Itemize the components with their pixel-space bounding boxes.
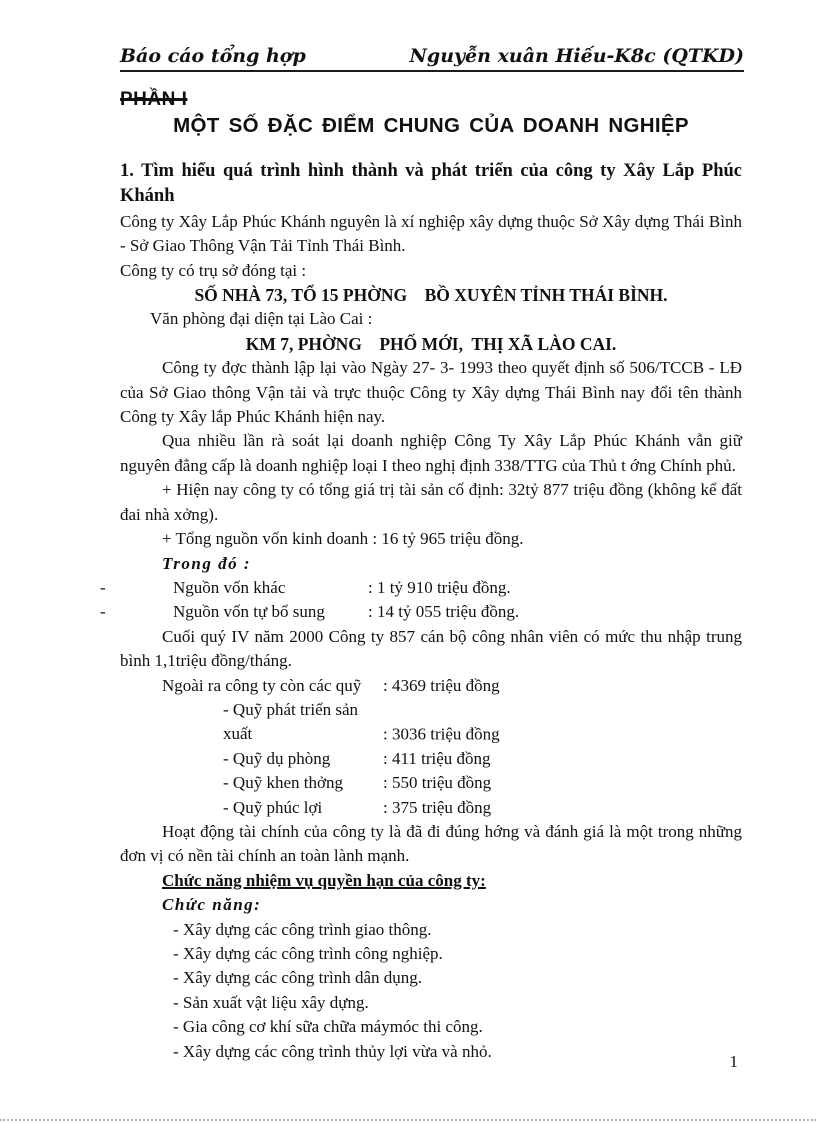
paragraph: Cuối quý IV năm 2000 Công ty 857 cán bộ công nhân viên có mức thu nhập trung bình 1,1triệu đồng/tháng. bbox=[120, 626, 742, 671]
address-line: KM 7, PHỜNG PHỐ MỚI, THỊ XÃ LÀO CAI. bbox=[245, 333, 617, 354]
dash-bullet: - bbox=[100, 602, 106, 622]
kv-value: : 3036 triệu đồng bbox=[383, 724, 500, 744]
header-right-text: Nguyễn xuân Hiếu-K8c (QTKD) bbox=[409, 45, 744, 67]
kv-value: : 14 tỷ 055 triệu đồng. bbox=[368, 602, 520, 622]
kv-value: : 4369 triệu đồng bbox=[383, 675, 500, 695]
list-item: - Xây dựng các công trình giao thông. bbox=[173, 919, 432, 939]
paragraph: + Tổng nguồn vốn kinh doanh : 16 tỷ 965 triệu đồng. bbox=[162, 529, 524, 549]
page-header bbox=[120, 45, 744, 72]
page-break-dotted-line bbox=[0, 1119, 816, 1121]
paragraph: Công ty Xây Lắp Phúc Khánh nguyên là xí nghiệp xây dựng thuộc Sở Xây dựng Thái Bình - Sở Giao Thông Vận Tải Tỉnh Thái Bình. bbox=[120, 211, 742, 256]
paragraph: + Hiện nay công ty có tổng giá trị tài sản cố định: 32tỷ 877 triệu đồng (không kể đất đai nhà xởng). bbox=[120, 480, 742, 524]
list-item: - Gia công cơ khí sữa chữa máymóc thi công. bbox=[173, 1017, 483, 1037]
header-left-text: Báo cáo tổng hợp bbox=[120, 45, 306, 67]
paragraph: Qua nhiều lần rà soát lại doanh nghiệp Công Ty Xây Lắp Phúc Khánh vẫn giữ nguyên đẳng cấp là doanh nghiệp loại I theo nghị định 338/TTG của Thủ t ớng Chính phủ. bbox=[120, 431, 742, 475]
kv-value: : 550 triệu đồng bbox=[383, 773, 492, 793]
key-value-row bbox=[100, 576, 742, 600]
kv-label: - Quỹ khen thởng bbox=[223, 773, 343, 793]
address-line: SỐ NHÀ 73, TỔ 15 PHỜNG BỒ XUYÊN TỈNH THÁI BÌNH. bbox=[194, 285, 668, 306]
kv-label: - Quỹ phát triển sản xuất bbox=[223, 699, 359, 744]
section-heading: 1. Tìm hiểu quá trình hình thành và phát triển của công ty Xây Lắp Phúc Khánh bbox=[120, 160, 742, 207]
kv-value: : 375 triệu đồng bbox=[383, 797, 492, 817]
sub-heading: Chức năng: bbox=[162, 895, 262, 915]
kv-label: - Quỹ phúc lợi bbox=[223, 797, 323, 817]
key-value-row bbox=[120, 747, 742, 771]
key-value-row bbox=[120, 674, 742, 698]
kv-value: : 1 tỷ 910 triệu đồng. bbox=[368, 577, 511, 597]
kv-value: : 411 triệu đồng bbox=[383, 748, 491, 768]
paragraph: Hoạt động tài chính của công ty là đã đi đúng hớng và đánh giá là một trong những đơn vị có nền tài chính an toàn lành mạnh. bbox=[120, 821, 742, 866]
page-number: 1 bbox=[729, 1052, 738, 1071]
paragraph-container bbox=[100, 159, 742, 1064]
key-value-row bbox=[120, 796, 742, 820]
kv-label: - Quỹ dụ phòng bbox=[223, 748, 331, 768]
list-item: - Xây dựng các công trình công nghiệp. bbox=[173, 944, 443, 963]
kv-label: Nguồn vốn tự bổ sung bbox=[173, 602, 325, 622]
sub-heading: Chức năng nhiệm vụ quyền hạn của công ty: bbox=[162, 870, 486, 890]
dash-bullet: - bbox=[100, 577, 106, 597]
paragraph: Văn phòng đại diện tại Lào Cai : bbox=[150, 309, 373, 329]
document-content bbox=[100, 88, 742, 1064]
key-value-row bbox=[120, 698, 742, 747]
list-item: - Xây dựng các công trình dân dụng. bbox=[173, 968, 423, 988]
key-value-row bbox=[100, 600, 742, 624]
sub-heading: Trong đó : bbox=[162, 553, 251, 573]
document-title: MỘT SỐ ĐẶC ĐIỂM CHUNG CỦA DOANH NGHIỆP bbox=[173, 114, 689, 138]
kv-label: Nguồn vốn khác bbox=[173, 577, 286, 597]
list-item: - Xây dựng các công trình thủy lợi vừa và nhỏ. bbox=[173, 1041, 492, 1061]
part-label: PHẦN I bbox=[120, 89, 188, 110]
paragraph: Công ty đợc thành lập lại vào Ngày 27- 3- 1993 theo quyết định số 506/TCCB - LĐ của Sở Giao thông Vận tải và trực thuộc Công ty Xây dựng Thái Bình nay đổi tên thành Công ty Xây lắp Phúc Khánh hiện nay. bbox=[120, 358, 742, 427]
key-value-row bbox=[120, 771, 742, 795]
paragraph: Công ty có trụ sở đóng tại : bbox=[120, 260, 307, 280]
kv-label: Ngoài ra công ty còn các quỹ bbox=[162, 675, 362, 695]
list-item: - Sản xuất vật liệu xây dựng. bbox=[173, 992, 369, 1012]
